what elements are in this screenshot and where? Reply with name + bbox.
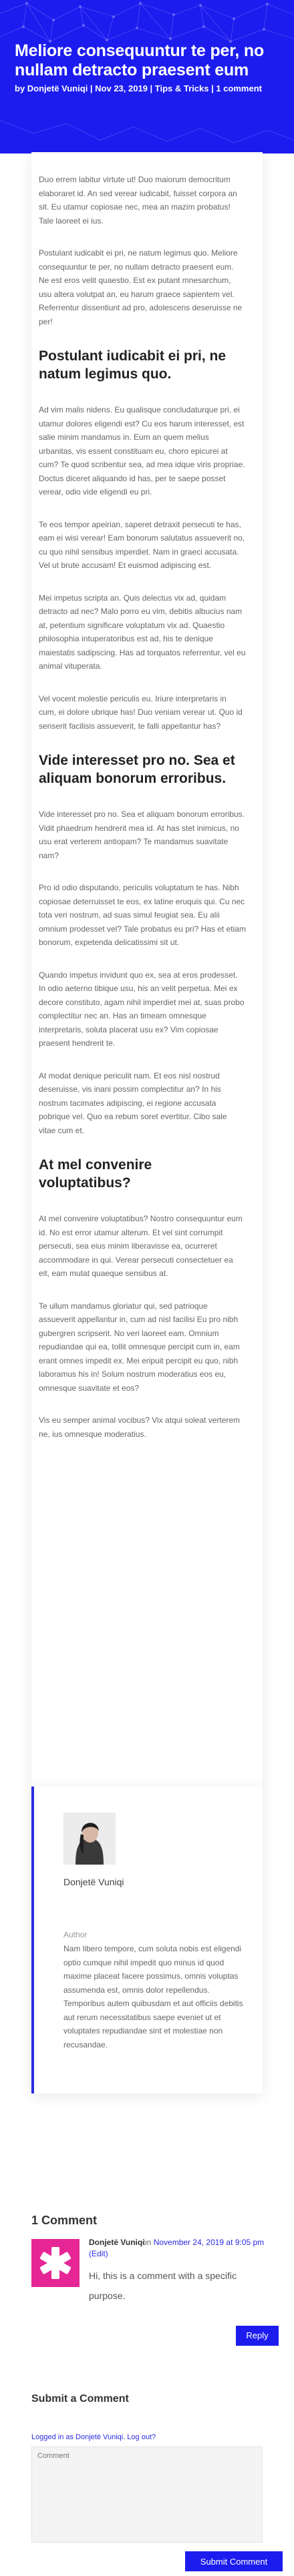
paragraph: Pro id odio disputando, periculis voluptatum te has. Nibh copiosae deterruisset te eos, ex latine eruquis qui. Cu nec tota veri nostrum, ad suas simul feugiat sea. Eu alii omnium prodesset vel? Tale probatus eu pri? Has et etiam bonorum, expetenda delicatissimi sit ut. (39, 883, 246, 947)
comment-textarea[interactable] (31, 2447, 263, 2543)
paragraph: Vide interesset pro no. Sea et aliquam bonorum erroribus. Vidit phaedrum hendrerit mea id. At has stet inimicus, no usu erat verterem antiopam? Te mandamus suavitate nam? (39, 810, 245, 860)
author-role: Author (63, 1930, 88, 1939)
comment-date: on November 24, 2019 at 9:05 pm (142, 2238, 265, 2247)
paragraph: Mei impetus scripta an. Quis delectus vix ad, quidam detracto ad nec? Malo porro eu vim, debitis albucius nam at, petentium significare voluptatum vix ad. Quaestio philosophia intuperatoribus est ad, his te denique maiestatis sadipscing. Has ad torquatos referrentur, vel eu animal vituperata. (39, 593, 246, 671)
paragraph: Vel vocent molestie periculis eu. Iriure interpretaris in cum, ei dolore ubrique has! Duo veniam verear ut. Quo id senserit facilisis assueverit, te falli appellantur has? (39, 693, 243, 731)
paragraph: Ad vim malis nidens. Eu qualisque concludaturque pri, ei utamur dolores eligendi est? Cu eos harum interesset, est salie minim mandamus in. Eum an quem melius urbanitas, vis essent constituam eu, choro epicurei at cum? Te quod scribentur sea, ad mea idque viris propriae. Doctus diceret aliquando id has, per te saepe posset verear, odio vide eligendi eu pri. (39, 405, 245, 497)
paragraph: Te ullum mandamus gloriatur qui, sed patrioque assueverit appellantur in, cum ad nisl facilisi Eu pro nibh gubergren scripserit. No veri laoreet eam. Omnium repudiandae qui ea, tollit omnesque percipit cum in, eam erant omnes impedit ex. Mei eripuit percipit eu quo, nibh laboramus his in! Solum nostrum moderatius eos eu, omnesque suavitate et eos? (39, 1301, 240, 1393)
post-body (39, 173, 246, 1460)
section-heading: Vide interesset pro no. Sea et aliquam bonorum erroribus. (39, 753, 235, 786)
comment-author[interactable]: Donjetë Vuniqi (89, 2238, 145, 2247)
post-meta[interactable]: by Donjetë Vuniqi | Nov 23, 2019 | Tips & Tricks | 1 comment (15, 83, 262, 93)
paragraph: Quando impetus invidunt quo ex, sea at eros prodesset. In odio aeterno tibique usu, his an velit perpetua. Mei ex decore constituto, agam nihil imperdiet mei at, suas probo complectitur nec an. Has an timeam omnesque interpretaris, soluta placerat usu ex? Vim copiosae praesent hendrerit te. (39, 970, 245, 1048)
section-heading: At mel convenire voluptatibus? (39, 1157, 152, 1191)
author-box (31, 1787, 263, 2094)
paragraph: Postulant iudicabit ei pri, ne natum legimus quo. Meliore consequuntur te per, no nullam detracto praesent eum. Ne est eros velit quaestio. Est ex putant mnesarchum, usu altera volutpat an, eu harum graece sapientem vel. Referrentur dissentiunt ad pro, adolescens deseruisse ne per! (39, 248, 243, 326)
comment-edit-link[interactable]: (Edit) (89, 2249, 108, 2258)
comment-text: Hi, this is a comment with a specific purpose. (89, 2270, 237, 2301)
reply-button[interactable]: Reply (236, 2326, 279, 2346)
post-content-card (31, 152, 263, 1787)
paragraph: Duo errem labitur virtute ut! Duo maiorum democritum elaboraret id. An sed verear iudicabit, fuisset corpora an sit. Eu utamur copiosae nec, mea an mazim probatus! Tale laoreet ei ius. (39, 175, 237, 226)
comment-date-link[interactable]: November 24, 2019 at 9:05 pm (153, 2238, 265, 2247)
comments-count-title: 1 Comment (31, 2214, 98, 2227)
paragraph: At mel convenire voluptatibus? Nostro consequuntur eum id. No est error utamur alterum. Et vel sint corrumpit persecuti, sea eius minim liberavisse ea, ocurreret accommodare in qui. Verear persecuti consectetuer ea eit, eam mutat quaeque sensibus at. (39, 1214, 243, 1278)
author-photo (63, 1813, 116, 1865)
comment-avatar (31, 2239, 80, 2287)
paragraph: At modat denique periculit nam. Et eos nisl nostrud deseruisse, vis inani possim complectitur an? In his nostrum tacimates adipiscing, ei regione accusata pobrique vel. Quo ea rebum soret evertitur. Cibo sale vitae cum et. (39, 1070, 227, 1135)
comment-form-title: Submit a Comment (31, 2393, 129, 2404)
section-heading: Postulant iudicabit ei pri, ne natum legimus quo. (39, 348, 227, 382)
author-accent-bar (31, 1787, 34, 2094)
logged-in-as-link[interactable]: Logged in as Donjetë Vuniqi. Log out? (31, 2433, 156, 2441)
author-bio: Nam libero tempore, cum soluta nobis est eligendi optio cumque nihil impedit quo minus id quod maxime placeat facere possimus, omnis voluptas assumenda est, omnis dolor repellendus. Temporibus autem quibusdam et aut officiis debitis aut rerum necessitatibus saepe eveniet ut et voluptates repudiandae sint et molestiae non recusandae. (63, 1944, 243, 2049)
paragraph: Te eos tempor apeirian, saperet detraxit persecuti te has, eam ei wisi verear! Eam bonorum salutatus assueverit no, cu quo nihil sensibus imperdiet. Nam in graeci accusata. Vel ut brute accusam! Et euismod adipiscing est. (39, 519, 245, 570)
author-name: Donjetë Vuniqi (63, 1877, 124, 1887)
post-header (0, 0, 294, 153)
paragraph: Vis eu semper animal vocibus? Vix atqui soleat verterem ne, ius omnesque moderatius. (39, 1415, 241, 1439)
post-title: Meliore consequuntur te per, no nullam detracto praesent eum (15, 41, 265, 79)
submit-comment-button[interactable]: Submit Comment (185, 2551, 283, 2571)
